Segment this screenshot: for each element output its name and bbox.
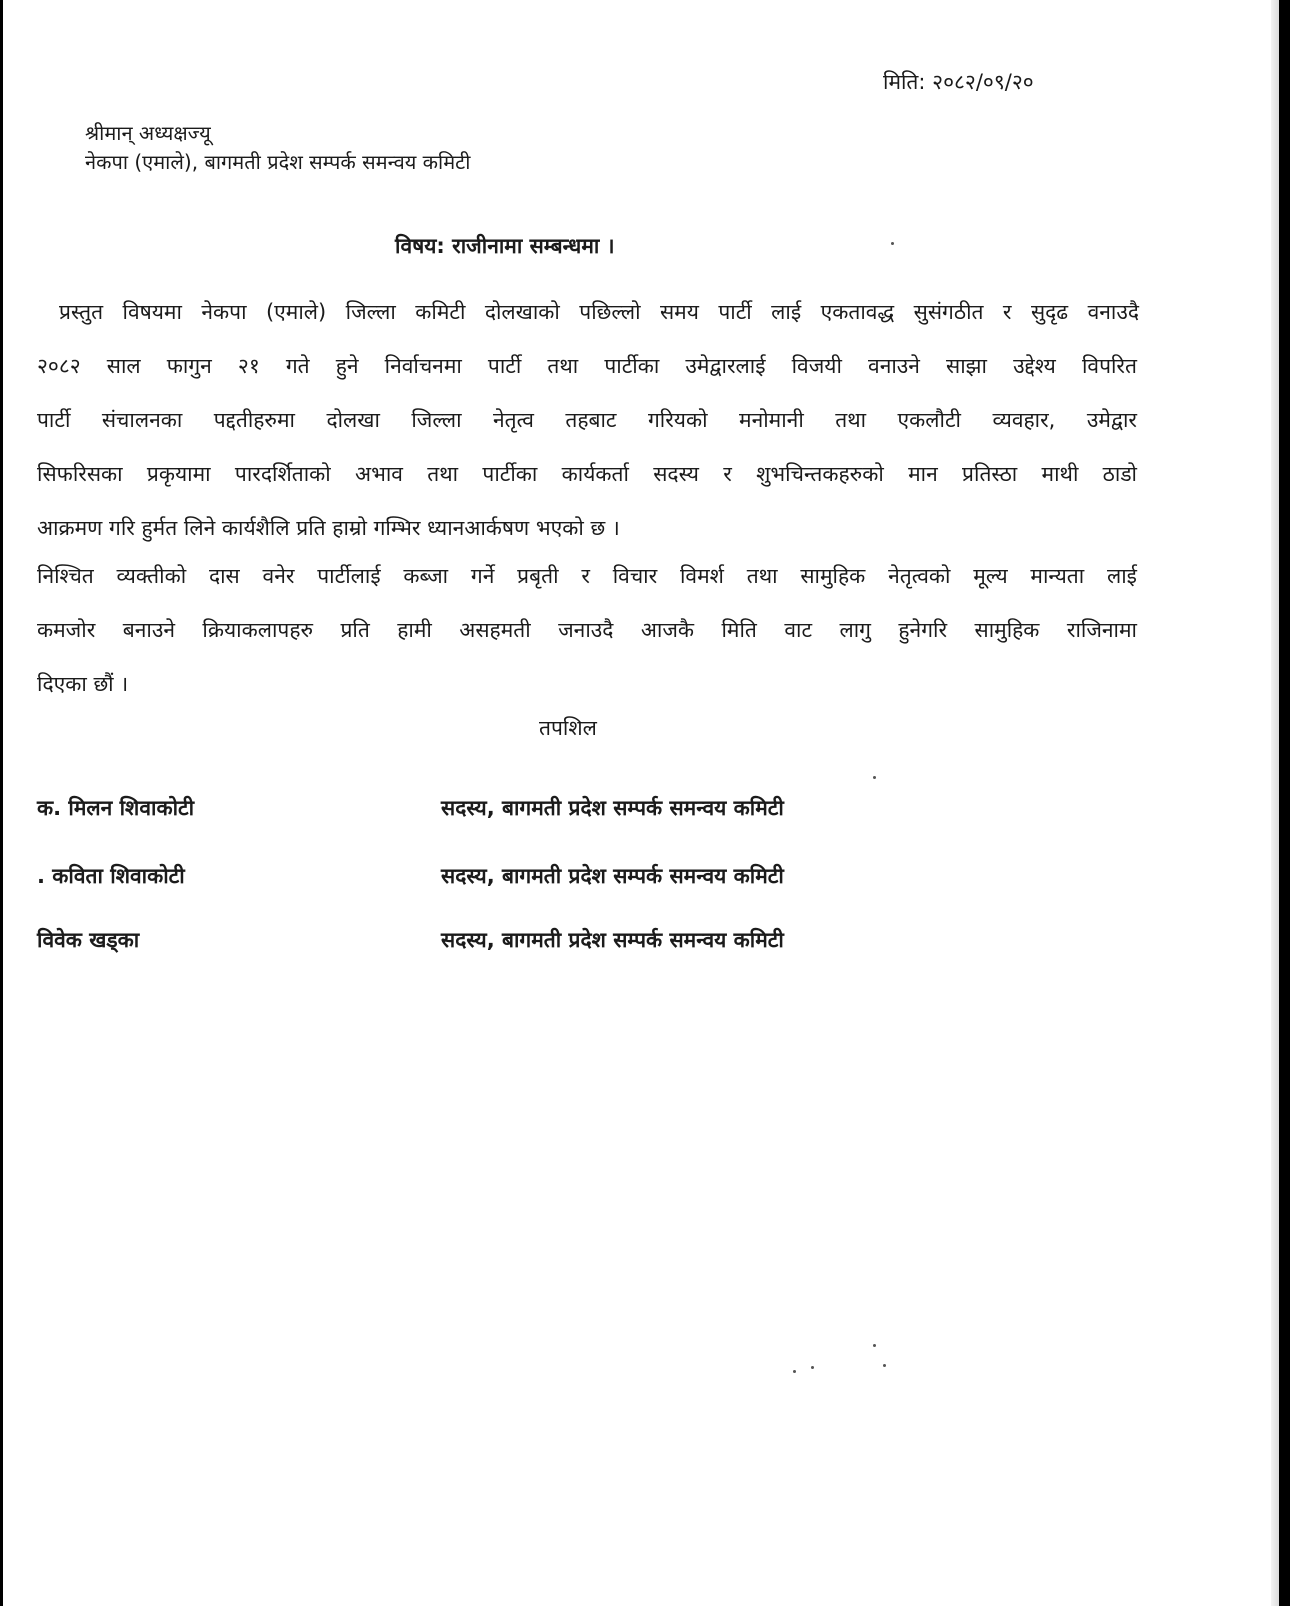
body-line: कमजोर बनाउने क्रियाकलापहरु प्रति हामी असहमती जनाउदै आजकै मिति वाट लागु हुनेगरि सामुहिक राजिनामा [37, 618, 1137, 642]
paper-speck [811, 1366, 814, 1369]
letter-subject: विषय: राजीनामा सम्बन्धमा । [395, 234, 615, 258]
member-position: सदस्य, बागमती प्रदेश सम्पर्क समन्वय कमिटी [441, 928, 784, 952]
member-name: विवेक खड्का [37, 928, 140, 952]
paper-speck [873, 1344, 876, 1347]
paper-speck [873, 776, 876, 779]
paper-speck [883, 1364, 886, 1367]
paper-edge-shadow [1271, 0, 1279, 1606]
member-position: सदस्य, बागमती प्रदेश सम्पर्क समन्वय कमिटी [441, 796, 784, 820]
paper-speck [891, 242, 894, 245]
letter-date: मिति: २०८२/०९/२० [883, 70, 1034, 94]
member-name: . कविता शिवाकोटी [37, 864, 185, 888]
paper-speck [793, 1370, 796, 1373]
body-line: २०८२ साल फागुन २१ गते हुने निर्वाचनमा पार्टी तथा पार्टीका उमेद्वारलाई विजयी वनाउने साझा उद्देश्य विपरित [37, 354, 1137, 378]
body-line: दिएका छौं । [37, 672, 129, 696]
body-line: पार्टी संचालनका पद्दतीहरुमा दोलखा जिल्ला नेतृत्व तहबाट गरियको मनोमानी तथा एकलौटी व्यवहार, उमेद्वार [37, 408, 1137, 432]
member-name: क. मिलन शिवाकोटी [37, 796, 195, 820]
body-line: निश्चित व्यक्तीको दास वनेर पार्टीलाई कब्जा गर्ने प्रबृती र विचार विमर्श तथा सामुहिक नेतृत्वको मूल्य मान्यता लाई [37, 564, 1137, 588]
addressee-organization: नेकपा (एमाले), बागमती प्रदेश सम्पर्क समन्वय कमिटी [85, 150, 471, 174]
body-line: सिफरिसका प्रकृयामा पारदर्शिताको अभाव तथा पार्टीका कार्यकर्ता सदस्य र शुभचिन्तकहरुको मान प्रतिस्ठा माथी ठाडो [37, 462, 1137, 486]
body-line: आक्रमण गरि हुर्मत लिने कार्यशैलि प्रति हाम्रो गम्भिर ध्यानआर्कषण भएको छ । [37, 516, 620, 540]
body-line: प्रस्तुत विषयमा नेकपा (एमाले) जिल्ला कमिटी दोलखाको पछिल्लो समय पार्टी लाई एकतावद्ध सुसंगठीत र सुदृढ वनाउदै [59, 300, 1139, 324]
addressee-title: श्रीमान् अध्यक्षज्यू [85, 121, 211, 145]
letter-paper [3, 0, 1279, 1606]
list-heading: तपशिल [539, 716, 597, 740]
member-position: सदस्य, बागमती प्रदेश सम्पर्क समन्वय कमिटी [441, 864, 784, 888]
